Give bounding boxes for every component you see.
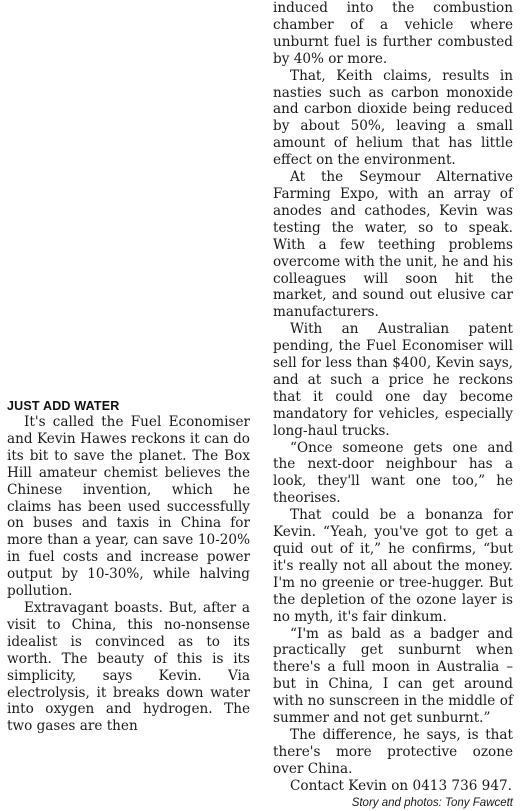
paragraph: That could be a bonanza for Kevin. “Yeah, you've got to get a quid out of it,” he confirms, “but it's really not all about the money. I'm no greenie or tree-hugger. But the depletion of the ozone layer is no myth, it's fair dinkum. [273, 507, 513, 625]
article-heading: JUST ADD WATER [7, 399, 120, 413]
right-column [273, 0, 513, 811]
paragraph: “Once someone gets one and the next-door neighbour has a look, they'll want one too,” he theorises. [273, 439, 513, 507]
contact-line: Contact Kevin on 0413 736 947. [290, 777, 512, 794]
paragraph: That, Keith claims, results in nasties such as carbon monoxide and carbon dioxide being reduced by about 50%, leaving a small amount of helium that has little effect on the environment. [273, 67, 513, 169]
paragraph: Extravagant boasts. But, after a visit to China, this no-nonsense idealist is convinced as to its worth. The beauty of this is its simplicity, says Kevin. Via electrolysis, it breaks down water into oxygen and hydrogen. The two gases are then [7, 599, 250, 735]
paragraph: It's called the Fuel Economiser and Kevin Hawes reckons it can do its bit to save the planet. The Box Hill amateur chemist believes the Chinese invention, which he claims has been used successfully on buses and taxis in China for more than a year, can save 10-20% in fuel costs and increase power output by 10-30%, while halving pollution. [7, 414, 250, 600]
paragraph-continuation: induced into the combustion chamber of a vehicle where unburnt fuel is further combusted by 40% or more. [273, 0, 513, 67]
paragraph: The difference, he says, is that there's more protective ozone over China. [273, 726, 513, 777]
paragraph: “I'm as bald as a badger and practically get sunburnt when there's a full moon in Australia – but in China, I can get around with no sunscreen in the middle of summer and not get sunburnt.” [273, 625, 513, 727]
paragraph: With an Australian patent pending, the Fuel Economiser will sell for less than $400, Kevin says, and at such a price he reckons that it could one day become mandatory for vehicles, especially long-haul trucks. [273, 321, 513, 439]
photo-credit: Story and photos: Tony Fawcett [351, 796, 513, 809]
left-column [7, 414, 250, 735]
paragraph: At the Seymour Alternative Farming Expo, with an array of anodes and cathodes, Kevin was testing the water, so to speak. With a few teething problems overcome with the unit, he and his colleagues will soon hit the market, and sound out elusive car manufacturers. [273, 169, 513, 321]
